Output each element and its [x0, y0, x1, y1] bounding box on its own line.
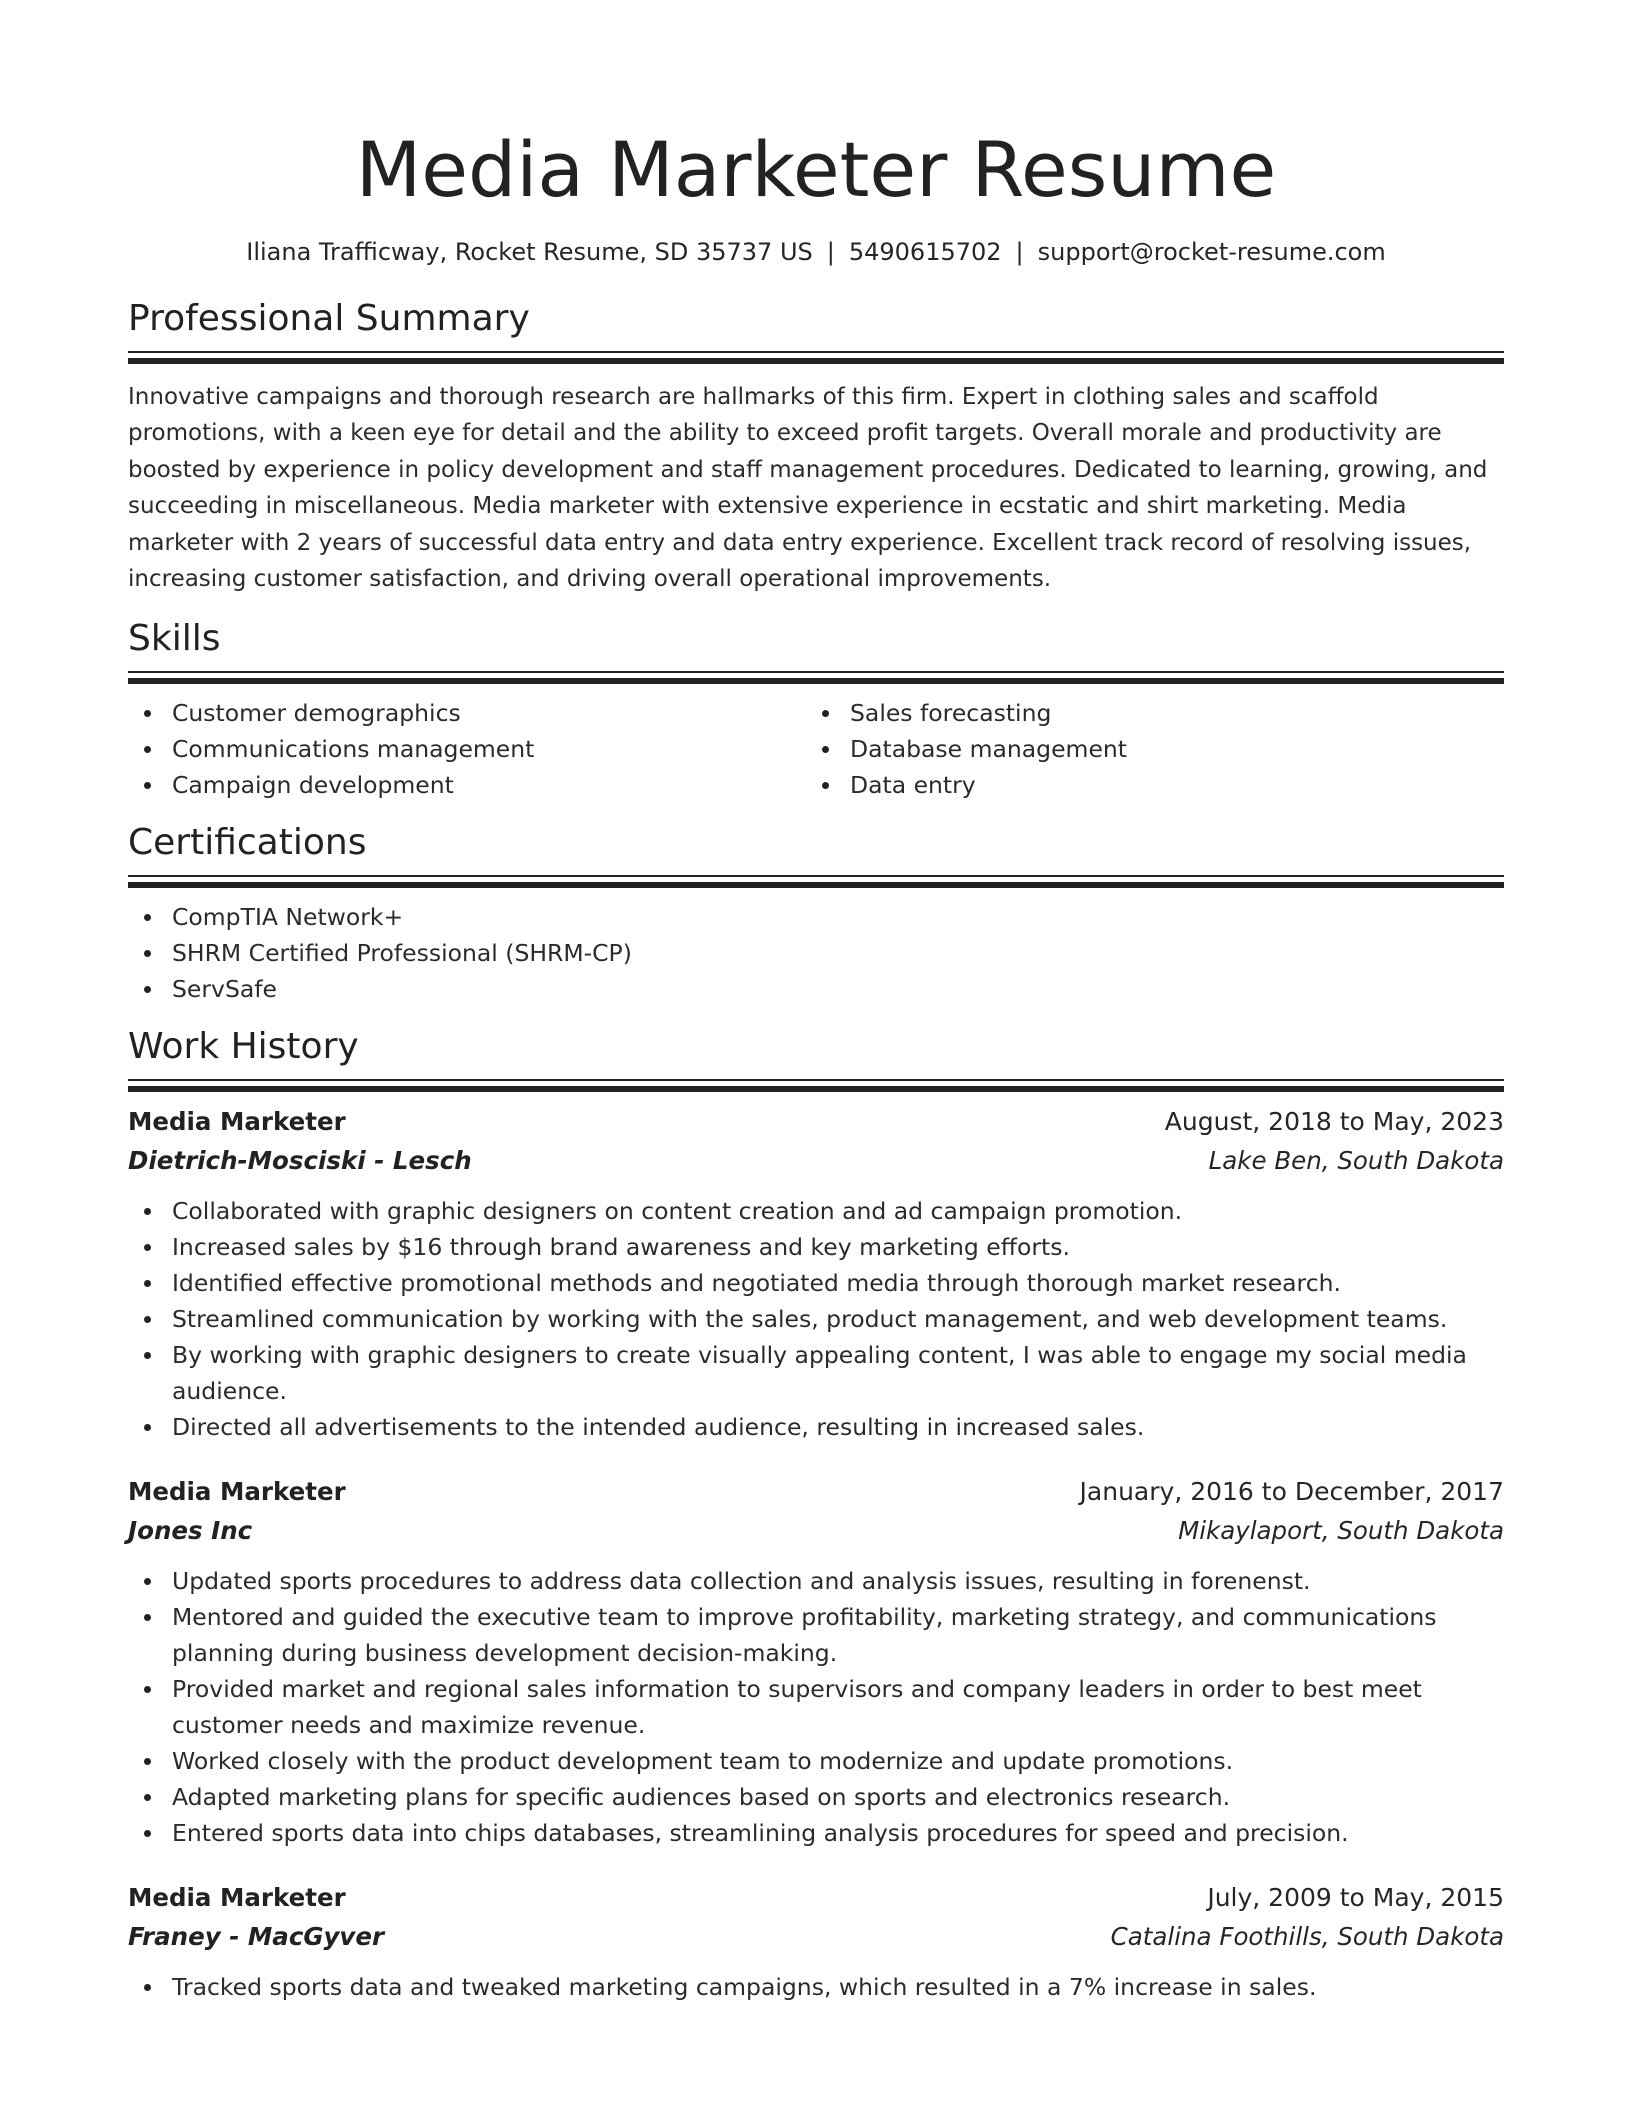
skill-item: Customer demographics	[128, 695, 806, 731]
section-heading: Work History	[128, 1026, 359, 1068]
job-bullet: Mentored and guided the executive team to improve profitability, marketing strategy, and communications planning during business development decision-making.	[128, 1599, 1504, 1671]
job-bullet: Tracked sports data and tweaked marketing campaigns, which resulted in a 7% increase in sales.	[128, 1969, 1504, 2005]
job-entry	[128, 1103, 1504, 1445]
job-bullet: Updated sports procedures to address data collection and analysis issues, resulting in forenenst.	[128, 1563, 1504, 1599]
section-divider	[128, 1079, 1504, 1093]
job-location: Catalina Foothills, South Dakota	[1110, 1922, 1504, 1952]
skill-item: Communications management	[128, 731, 806, 767]
certification-item: SHRM Certified Professional (SHRM-CP)	[128, 935, 1504, 971]
job-bullet: Adapted marketing plans for specific audiences based on sports and electronics research.	[128, 1779, 1504, 1815]
job-bullet: Directed all advertisements to the intended audience, resulting in increased sales.	[128, 1409, 1504, 1445]
job-company-row	[128, 1917, 1504, 1957]
contact-phone: 5490615702	[848, 238, 1002, 266]
skills-column-left	[128, 695, 806, 803]
job-bullet-list	[128, 1563, 1504, 1851]
job-bullet: Entered sports data into chips databases, streamlining analysis procedures for speed and precision.	[128, 1815, 1504, 1851]
section-divider	[128, 351, 1504, 365]
certification-list	[128, 899, 1504, 1007]
contact-line	[128, 236, 1504, 268]
job-bullet: Provided market and regional sales information to supervisors and company leaders in order to best meet customer needs and maximize revenue.	[128, 1671, 1504, 1743]
section-divider	[128, 875, 1504, 889]
job-dates: August, 2018 to May, 2023	[1164, 1107, 1504, 1137]
contact-separator: |	[1015, 238, 1024, 266]
job-bullet: Worked closely with the product development team to modernize and update promotions.	[128, 1743, 1504, 1779]
skill-item: Data entry	[806, 767, 1484, 803]
contact-email[interactable]: support@rocket-resume.com	[1037, 238, 1386, 266]
skill-item: Campaign development	[128, 767, 806, 803]
job-header-row	[128, 1473, 1504, 1511]
resume-title: Media Marketer Resume	[355, 125, 1277, 214]
job-dates: January, 2016 to December, 2017	[1079, 1477, 1504, 1507]
job-location: Mikaylaport, South Dakota	[1178, 1516, 1504, 1546]
job-title: Media Marketer	[128, 1477, 346, 1507]
job-company-row	[128, 1511, 1504, 1551]
job-bullet-list	[128, 1969, 1504, 2005]
job-dates: July, 2009 to May, 2015	[1207, 1883, 1504, 1913]
summary-text: Innovative campaigns and thorough research are hallmarks of this firm. Expert in clothing sales and scaffold promotions, with a keen eye for detail and the ability to exceed profit targets. Overall morale and productivity are boosted by experience in policy development and staff management procedures. Dedicated to learning, growing, and succeeding in miscellaneous. Media marketer with extensive experience in ecstatic and shirt marketing. Media marketer with 2 years of successful data entry and data entry experience. Excellent track record of resolving issues, increasing customer satisfaction, and driving overall operational improvements.	[128, 384, 1488, 593]
contact-address: Iliana Trafficway, Rocket Resume, SD 35737 US	[246, 238, 813, 266]
skill-item: Database management	[806, 731, 1484, 767]
skill-item: Sales forecasting	[806, 695, 1484, 731]
job-company: Franey - MacGyver	[128, 1922, 385, 1952]
job-entry	[128, 1473, 1504, 1851]
job-company-row	[128, 1141, 1504, 1181]
skills-section	[128, 615, 1504, 803]
job-bullet-list	[128, 1193, 1504, 1445]
certification-item: CompTIA Network+	[128, 899, 1504, 935]
skills-grid	[128, 695, 1504, 803]
job-bullet: Increased sales by $16 through brand awareness and key marketing efforts.	[128, 1229, 1504, 1265]
job-company: Dietrich-Mosciski - Lesch	[128, 1146, 472, 1176]
certification-item: ServSafe	[128, 971, 1504, 1007]
skills-column-right	[806, 695, 1484, 803]
work-history-section	[128, 1023, 1504, 2005]
summary-section	[128, 295, 1504, 597]
certifications-section	[128, 819, 1504, 1007]
job-company: Jones Inc	[128, 1516, 253, 1546]
job-bullet: Collaborated with graphic designers on content creation and ad campaign promotion.	[128, 1193, 1504, 1229]
job-header-row	[128, 1879, 1504, 1917]
resume-page	[128, 0, 1504, 2005]
section-heading: Certifications	[128, 822, 367, 864]
job-title: Media Marketer	[128, 1107, 346, 1137]
job-bullet: By working with graphic designers to create visually appealing content, I was able to engage my social media audience.	[128, 1337, 1504, 1409]
job-location: Lake Ben, South Dakota	[1208, 1146, 1504, 1176]
job-bullet: Streamlined communication by working with the sales, product management, and web development teams.	[128, 1301, 1504, 1337]
section-heading: Professional Summary	[128, 298, 530, 339]
job-bullet: Identified effective promotional methods and negotiated media through thorough market research.	[128, 1265, 1504, 1301]
contact-separator: |	[826, 238, 835, 266]
section-divider	[128, 671, 1504, 685]
job-title: Media Marketer	[128, 1883, 346, 1913]
job-entry	[128, 1879, 1504, 2005]
section-heading: Skills	[128, 618, 221, 660]
job-header-row	[128, 1103, 1504, 1141]
